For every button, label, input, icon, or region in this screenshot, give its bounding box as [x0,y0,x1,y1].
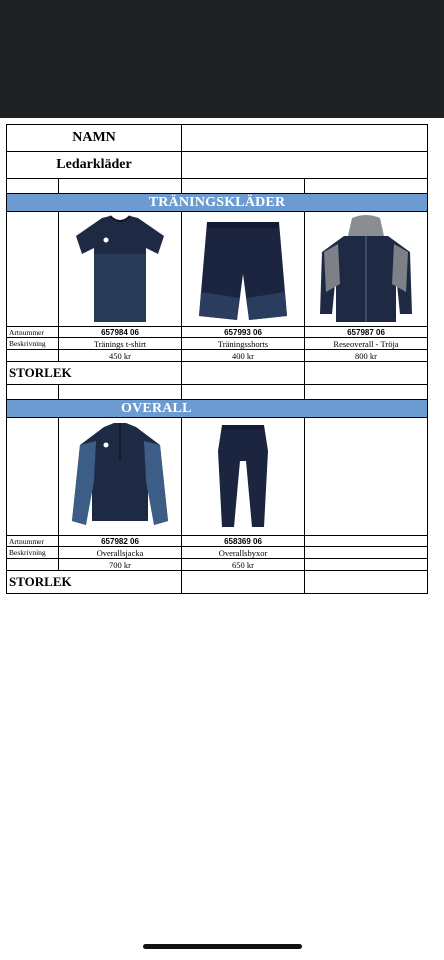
jacket-image [59,418,182,536]
item-description: Tränings t-shirt [59,338,182,350]
description-label: Beskrivning [7,338,59,350]
training-article-row [7,327,428,338]
shorts-image [182,212,305,327]
article-number: 657993 06 [182,327,305,338]
top-dark-bar [0,0,444,118]
article-number: 657984 06 [59,327,182,338]
staff-row [7,152,428,179]
overall-article-row [7,536,428,547]
item-price: 650 kr [182,559,305,571]
overall-description-row [7,547,428,559]
pants-image [182,418,305,536]
staff-clothes-label: Ledarkläder [7,152,182,179]
article-number: 658369 06 [182,536,305,547]
overall-section-header [7,400,428,418]
overall-price-row [7,559,428,571]
name-field[interactable] [182,125,428,152]
overall-image-row [7,418,428,536]
training-description-row [7,338,428,350]
spacer-row [7,179,428,194]
item-description: Overallsbyxor [182,547,305,559]
item-description: Overallsjacka [59,547,182,559]
training-image-row [7,212,428,327]
home-indicator[interactable] [143,944,302,949]
hooded-jacket-image [305,212,428,327]
overall-title: OVERALL [7,400,428,418]
item-description: Reseoverall - Tröja [305,338,428,350]
article-number: 657982 06 [59,536,182,547]
size-field[interactable] [182,362,305,385]
item-price: 400 kr [182,350,305,362]
size-label: STORLEK [7,362,182,385]
tshirt-image [59,212,182,327]
name-row [7,125,428,152]
item-price: 700 kr [59,559,182,571]
staff-clothes-field[interactable] [182,152,428,179]
item-price: 800 kr [305,350,428,362]
order-table [6,124,428,594]
item-price: 450 kr [59,350,182,362]
training-section-header [7,194,428,212]
item-description: Träningsshorts [182,338,305,350]
training-price-row [7,350,428,362]
name-label: NAMN [7,125,182,152]
article-number: 657987 06 [305,327,428,338]
size-field[interactable] [182,571,305,594]
overall-size-row [7,571,428,594]
training-title: TRÄNINGSKLÄDER [7,194,428,212]
article-label: Artnummer [7,327,59,338]
description-label: Beskrivning [7,547,59,559]
spacer-row [7,385,428,400]
size-field[interactable] [305,362,428,385]
training-size-row [7,362,428,385]
order-form [6,124,427,594]
article-label: Artnummer [7,536,59,547]
size-label: STORLEK [7,571,182,594]
size-field[interactable] [305,571,428,594]
